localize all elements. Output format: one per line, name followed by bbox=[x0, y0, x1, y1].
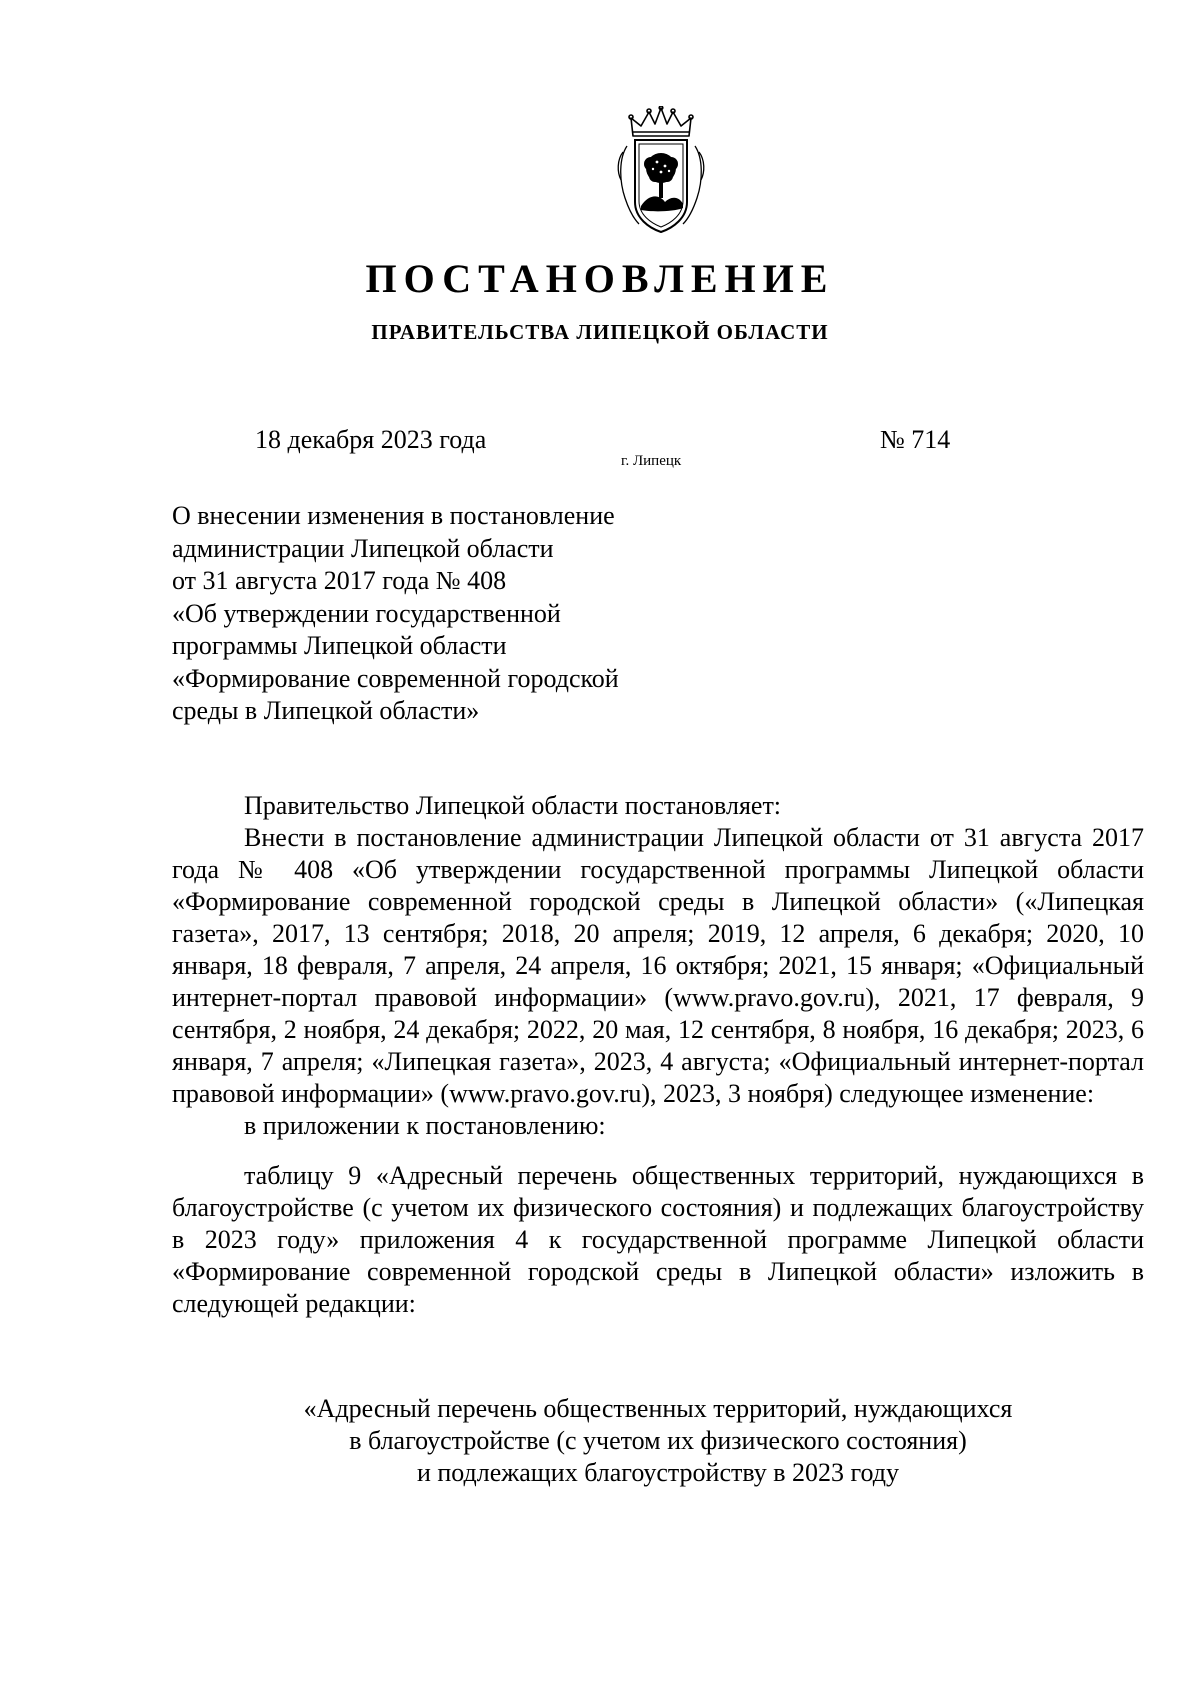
body-paragraph: таблицу 9 «Адресный перечень общественных территорий, нуждающихся в благоустройстве (с учетом их физического состояния) и подлежащих благоустройству в 2023 году» приложения 4 к государственной программе Липецкой области «Формирование современной городской среды в Липецкой области» изложить в следующей редакции: bbox=[172, 1161, 1144, 1318]
subject-line: программы Липецкой области bbox=[172, 631, 507, 660]
body-paragraph: Правительство Липецкой области постановляет: bbox=[244, 791, 782, 820]
document-city: г. Липецк bbox=[621, 453, 682, 469]
subject-line: «Об утверждении государственной bbox=[172, 598, 561, 628]
table-heading-line: и подлежащих благоустройству в 2023 году bbox=[416, 1458, 900, 1487]
body-paragraph: Внести в постановление администрации Липецкой области от 31 августа 2017 года № 408 «Об утверждении государственной программы Липецкой области «Формирование современной городской среды в Липецкой области» («Липецкая газета», 2017, 13 сентября; 2018, 20 апреля; 2019, 12 апреля, 6 декабря; 2020, 10 января, 18 февраля, 7 апреля, 24 апреля, 16 октября; 2021, 15 января; «Официальный интернет-портал правовой информации» (www.pravo.gov.ru), 2021, 17 февраля, 9 сентября, 2 ноября, 24 декабря; 2022, 20 мая, 12 сентября, 8 ноября, 16 декабря; 2023, 6 января, 7 апреля; «Липецкая газета», 2023, 4 августа; «Официальный интернет-портал правовой информации» (www.pravo.gov.ru), 2023, 3 ноября) следующее изменение: bbox=[172, 823, 1144, 1108]
subject-line: «Формирование современной городской bbox=[172, 663, 619, 693]
table-heading-line: в благоустройстве (с учетом их физического состояния) bbox=[349, 1426, 967, 1455]
table-heading bbox=[172, 1393, 1144, 1489]
document-subtitle: ПРАВИТЕЛЬСТВА ЛИПЕЦКОЙ ОБЛАСТИ bbox=[371, 320, 829, 344]
subject-line: от 31 августа 2017 года № 408 bbox=[172, 566, 507, 595]
subject-line: О внесении изменения в постановление bbox=[172, 501, 615, 530]
document-subject bbox=[172, 500, 732, 728]
subject-line: администрации Липецкой области bbox=[172, 533, 554, 563]
document-title: ПОСТАНОВЛЕНИЕ bbox=[365, 256, 835, 301]
body-paragraph: в приложении к постановлению: bbox=[244, 1111, 606, 1140]
document-number: № 714 bbox=[880, 425, 951, 454]
document-date: 18 декабря 2023 года bbox=[255, 425, 487, 454]
document-body bbox=[172, 790, 1144, 1320]
subject-line: среды в Липецкой области» bbox=[172, 696, 480, 725]
lipetsk-coat-of-arms-icon bbox=[615, 106, 707, 238]
table-heading-line: «Адресный перечень общественных территорий, нуждающихся bbox=[303, 1394, 1013, 1423]
